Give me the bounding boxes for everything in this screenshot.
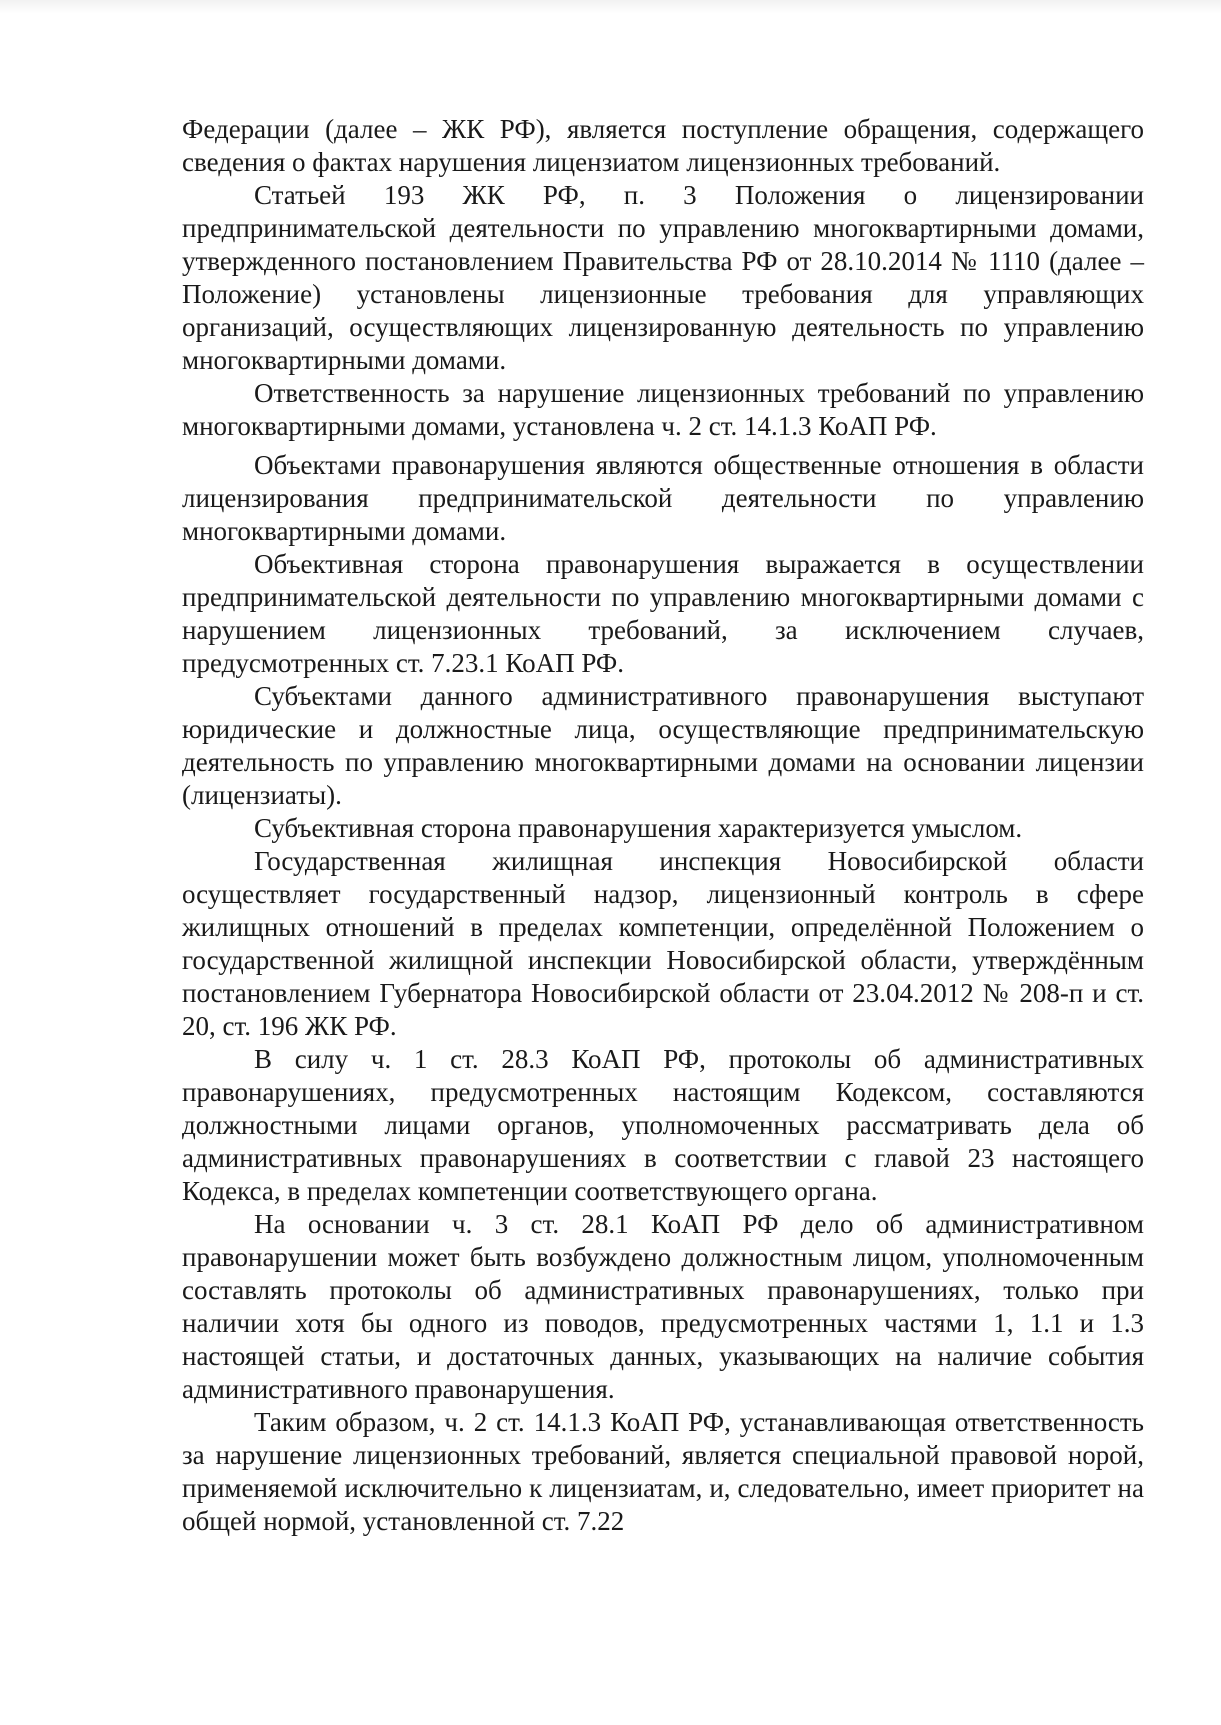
paragraph-5: Объективная сторона правонарушения выражается в осуществлении предпринимательской деятельности по управлению многоквартирными домами с нарушением лицензионных требований, за исключением случаев, предусмотренных ст. 7.23.1 КоАП РФ.	[182, 549, 1144, 678]
paragraph-1: Федерации (далее – ЖК РФ), является поступление обращения, содержащего сведения о фактах нарушения лицензиатом лицензионных требований.	[182, 114, 1144, 177]
paragraph-4: Объектами правонарушения являются общественные отношения в области лицензирования предпринимательской деятельности по управлению многоквартирными домами.	[182, 450, 1144, 546]
paragraph-6: Субъектами данного административного правонарушения выступают юридические и должностные лица, осуществляющие предпринимательскую деятельность по управлению многоквартирными домами на основании лицензии (лицензиаты).	[182, 681, 1144, 810]
document-page	[182, 113, 1144, 1538]
paragraph-3: Ответственность за нарушение лицензионных требований по управлению многоквартирными домами, установлена ч. 2 ст. 14.1.3 КоАП РФ.	[182, 378, 1144, 441]
paragraph-8: Государственная жилищная инспекция Новосибирской области осуществляет государственный надзор, лицензионный контроль в сфере жилищных отношений в пределах компетенции, определённой Положением о государственной жилищной инспекции Новосибирской области, утверждённым постановлением Губернатора Новосибирской области от 23.04.2012 № 208-п и ст. 20, ст. 196 ЖК РФ.	[182, 846, 1144, 1041]
paragraph-10: На основании ч. 3 ст. 28.1 КоАП РФ дело об административном правонарушении может быть возбуждено должностным лицом, уполномоченным составлять протоколы об административных правонарушениях, только при наличии хотя бы одного из поводов, предусмотренных частями 1, 1.1 и 1.3 настоящей статьи, и достаточных данных, указывающих на наличие события административного правонарушения.	[182, 1209, 1144, 1404]
paragraph-7: Субъективная сторона правонарушения характеризуется умыслом.	[254, 813, 1023, 843]
paragraph-11: Таким образом, ч. 2 ст. 14.1.3 КоАП РФ, устанавливающая ответственность за нарушение лицензионных требований, является специальной правовой норой, применяемой исключительно к лицензиатам, и, следовательно, имеет приоритет на общей нормой, установленной ст. 7.22	[182, 1407, 1144, 1536]
paragraph-9: В силу ч. 1 ст. 28.3 КоАП РФ, протоколы об административных правонарушениях, предусмотренных настоящим Кодексом, составляются должностными лицами органов, уполномоченных рассматривать дела об административных правонарушениях в соответствии с главой 23 настоящего Кодекса, в пределах компетенции соответствующего органа.	[182, 1044, 1144, 1206]
paragraph-2: Статьей 193 ЖК РФ, п. 3 Положения о лицензировании предпринимательской деятельности по управлению многоквартирными домами, утвержденного постановлением Правительства РФ от 28.10.2014 № 1110 (далее – Положение) установлены лицензионные требования для управляющих организаций, осуществляющих лицензированную деятельность по управлению многоквартирными домами.	[182, 180, 1144, 375]
scan-edge	[0, 0, 1221, 14]
